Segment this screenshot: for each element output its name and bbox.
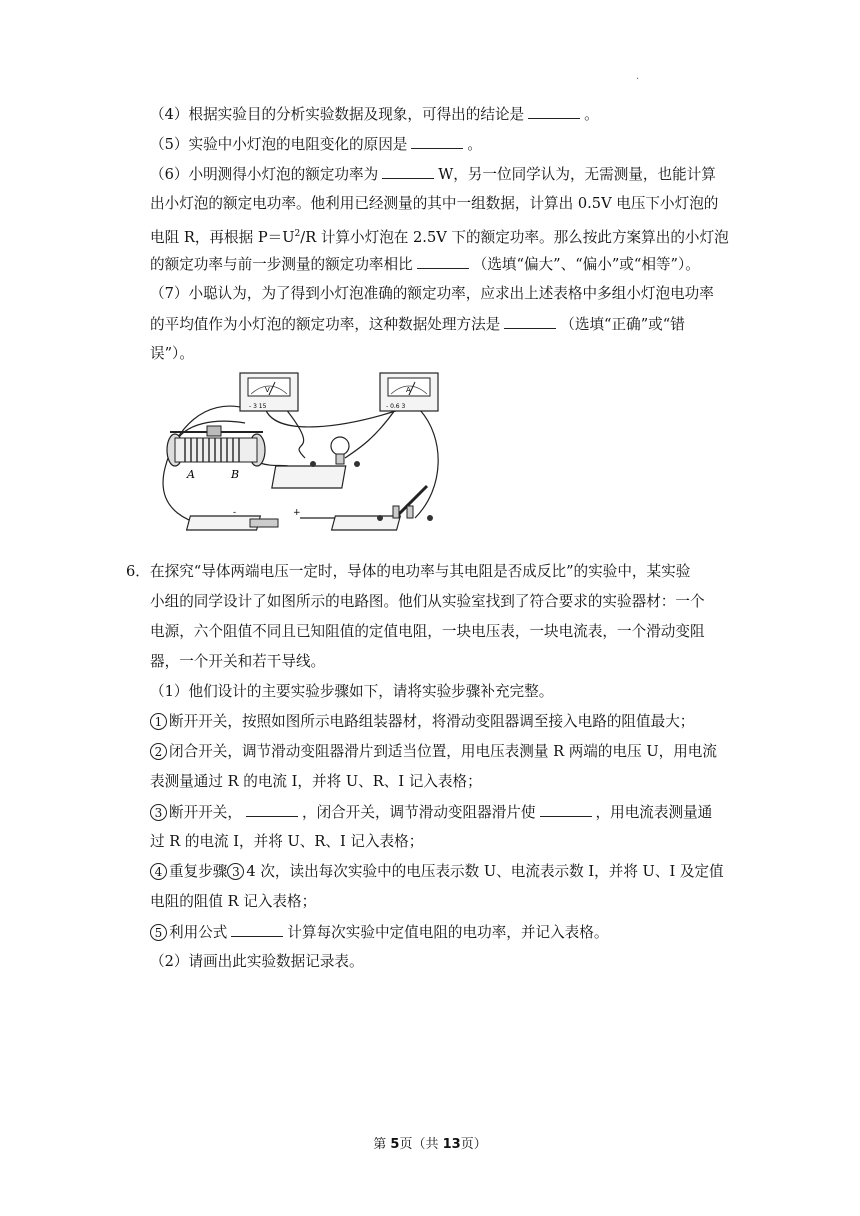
question-7-line-1: （7）小聪认为，为了得到小灯泡准确的额定功率，应求出上述表格中多组小灯泡电功率	[150, 285, 714, 302]
svg-text:+: +	[293, 508, 301, 518]
question-4: （4）根据实验目的分析实验数据及现象，可得出的结论是 。	[150, 106, 599, 123]
question-5: （5）实验中小灯泡的电阻变化的原因是 。	[150, 136, 482, 153]
question-7-line-3: 误”）。	[150, 345, 194, 362]
step-2-line-1: 2 闭合开关，调节滑动变阻器滑片到适当位置，用电压表测量 R 两端的电压 U，用电流	[150, 742, 717, 762]
step-number: 5	[150, 924, 167, 941]
question-8-line-2: 小组的同学设计了如图所示的电路图。他们从实验室找到了符合要求的实验器材：一个	[150, 593, 705, 610]
step-1: 1 断开开关，按照如图所示电路组装器材，将滑动变阻器调至接入电路的阻值最大；	[150, 712, 694, 732]
wire	[163, 406, 265, 528]
circuit-figure	[145, 368, 450, 538]
question-8-line-3: 电源，六个阻值不同且已知阻值的定值电阻，一块电压表，一块电流表，一个滑动变阻	[150, 623, 705, 640]
step-number: 3	[150, 804, 167, 821]
page-footer: 第 5页（共 13页）	[373, 1137, 487, 1152]
answer-blank	[540, 802, 592, 817]
svg-text:- 0.6 3: - 0.6 3	[386, 403, 406, 410]
switch	[332, 486, 433, 530]
battery	[187, 508, 301, 530]
question-6-line-1: （6）小明测得小灯泡的额定功率为 W，另一位同学认为，无需测量，也能计算	[150, 166, 716, 183]
svg-text:B: B	[231, 468, 240, 481]
svg-text:-: -	[233, 508, 237, 518]
part-1-heading: （1）他们设计的主要实验步骤如下，请将实验步骤补充完整。	[150, 683, 554, 700]
question-7-line-2: 的平均值作为小灯泡的额定功率，这种数据处理方法是 （选填“正确”或“错	[150, 316, 685, 333]
answer-blank	[382, 164, 434, 179]
step-number: 1	[150, 713, 167, 730]
answer-blank	[504, 314, 556, 329]
voltmeter	[240, 373, 298, 411]
light-bulb	[272, 437, 360, 488]
answer-blank	[528, 104, 580, 119]
step-3-line-1: 3 断开开关， ，闭合开关，调节滑动变阻器滑片使 ，用电流表测量通	[150, 802, 712, 823]
wire	[415, 410, 438, 518]
step-4-line-1: 4 重复步骤 3 4 次，读出每次实验中的电压表示数 U、电流表示数 I，并将 U、I 及定值	[150, 862, 724, 882]
wire	[285, 408, 305, 458]
stray-mark: ·	[636, 74, 640, 85]
answer-blank	[231, 922, 283, 937]
question-6-line-4: 的额定功率与前一步测量的额定功率相比 （选填“偏大”、“偏小”或“相等”）。	[150, 256, 700, 273]
wire	[345, 410, 395, 458]
step-2-line-2: 表测量通过 R 的电流 I，并将 U、R、I 记入表格；	[150, 773, 482, 790]
step-4-line-2: 电阻的阻值 R 记入表格；	[150, 893, 317, 910]
answer-blank	[411, 134, 463, 149]
question-6-line-3: 电阻 R，再根据 $P=U^2/R$ 计算小灯泡在 2.5V 下的额定功率。那么按此方案算出的小灯泡	[150, 228, 729, 246]
question-6-num: 6．	[126, 563, 150, 580]
ammeter	[380, 373, 438, 411]
svg-text:A: A	[187, 468, 195, 481]
step-number: 4	[150, 863, 167, 880]
question-6-line-2: 出小灯泡的额定电功率。他利用已经测量的其中一组数据，计算出 0.5V 电压下小灯泡的	[150, 195, 719, 212]
part-2-heading: （2）请画出此实验数据记录表。	[150, 953, 364, 970]
svg-text:- 3 15: - 3 15	[249, 403, 267, 410]
step-5: 5 利用公式 计算每次实验中定值电阻的电功率，并记入表格。	[150, 922, 608, 943]
step-number: 2	[150, 743, 167, 760]
svg-text:V: V	[265, 386, 270, 394]
question-8-line-1: 在探究“导体两端电压一定时，导体的电功率与其电阻是否成反比”的实验中，某实验	[150, 563, 691, 580]
step-3-line-2: 过 R 的电流 I，并将 U、R、I 记入表格；	[150, 833, 424, 850]
step-reference: 3	[227, 863, 244, 880]
svg-text:A: A	[406, 386, 411, 394]
answer-blank	[417, 254, 469, 269]
answer-blank	[246, 802, 298, 817]
question-8-line-4: 器，一个开关和若干导线。	[150, 653, 326, 670]
